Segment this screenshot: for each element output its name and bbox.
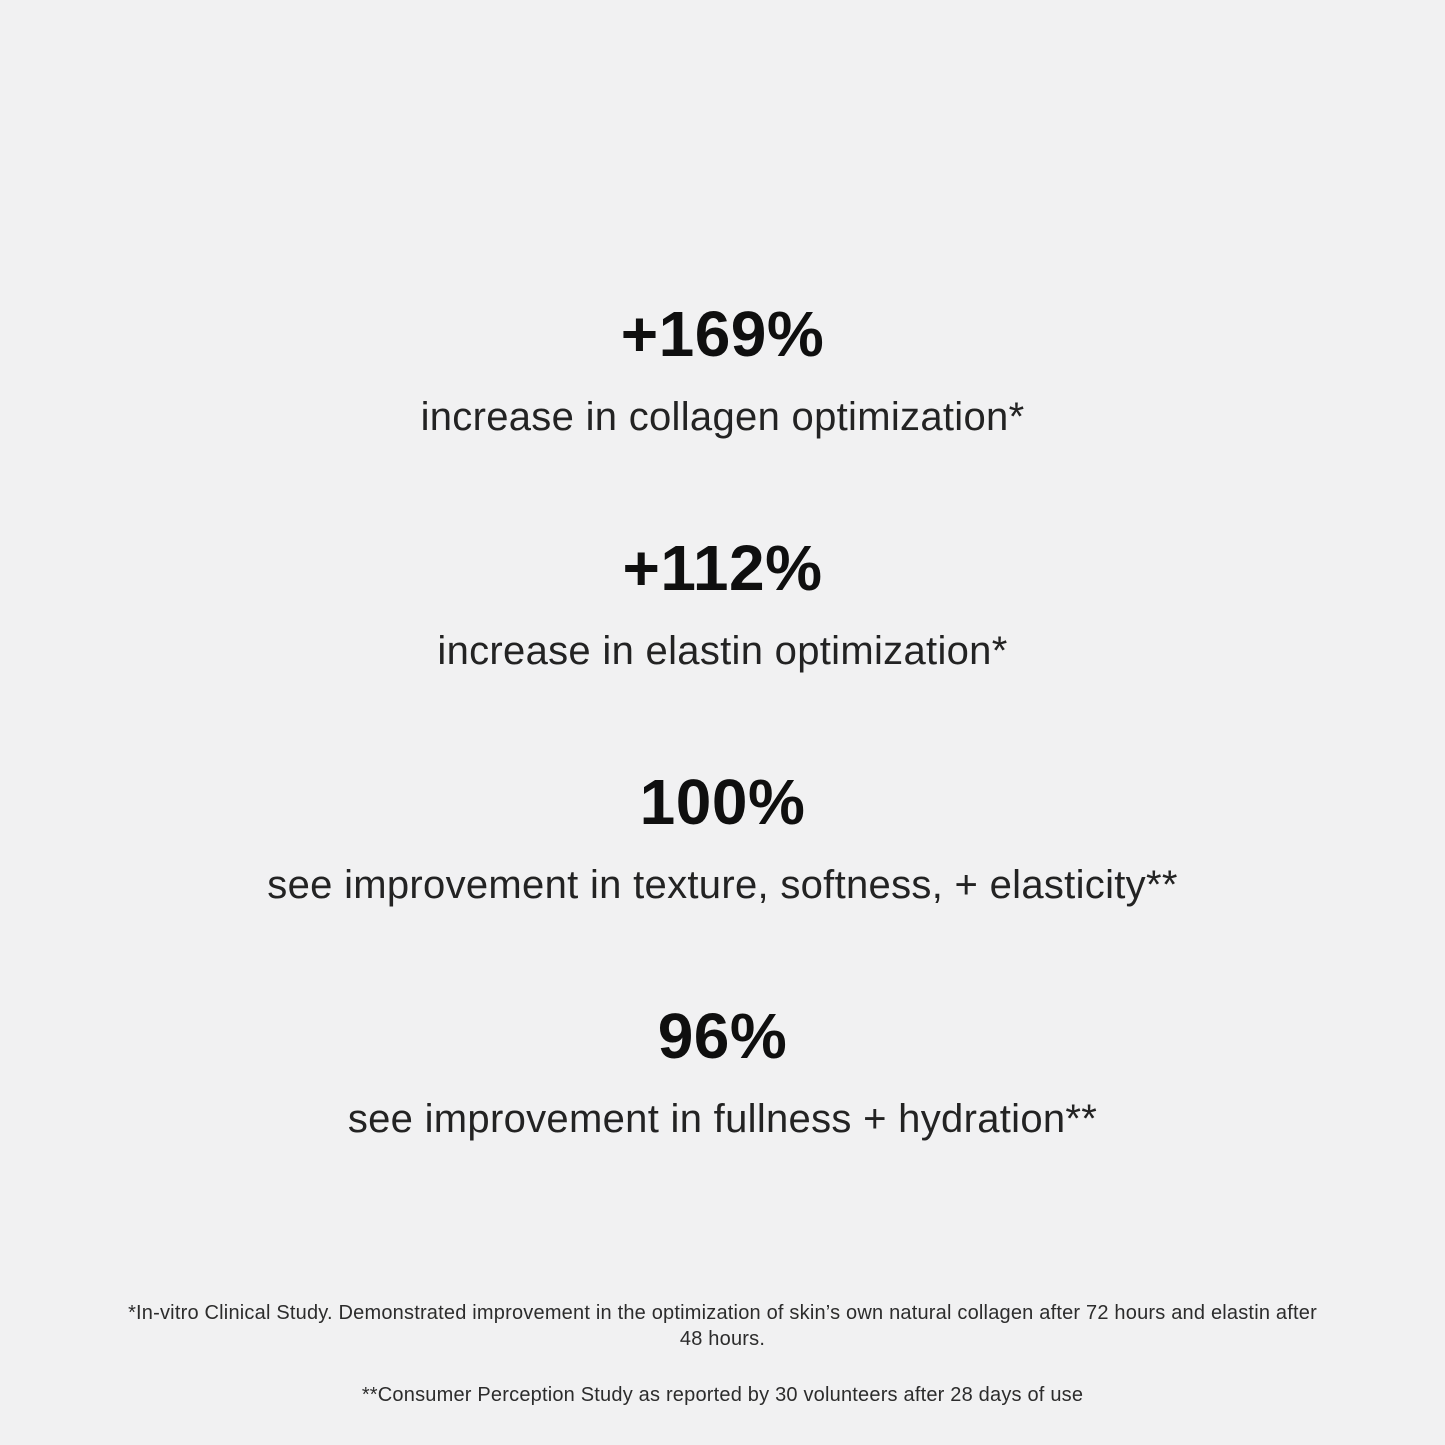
stat-fullness-value: 96% <box>657 1000 788 1072</box>
stat-elastin <box>123 532 1323 674</box>
stat-elastin-value: +112% <box>622 532 823 604</box>
stat-texture-value: 100% <box>639 766 806 838</box>
stat-texture-label: see improvement in texture, softness, + elasticity** <box>267 863 1178 907</box>
stat-collagen <box>123 298 1323 440</box>
stat-elastin-label: increase in elastin optimization* <box>437 629 1008 673</box>
stat-collagen-value: +169% <box>620 298 825 370</box>
footnote-invitro-study: *In-vitro Clinical Study. Demonstrated improvement in the optimization of skin’s own natural collagen after 72 hours and elastin after 48 hours. <box>128 1302 1317 1350</box>
stat-fullness <box>123 1000 1323 1142</box>
stat-collagen-label: increase in collagen optimization* <box>420 395 1025 439</box>
stat-fullness-label: see improvement in fullness + hydration** <box>347 1097 1098 1141</box>
footnote-consumer-study: **Consumer Perception Study as reported by 30 volunteers after 28 days of use <box>361 1384 1084 1406</box>
stat-texture <box>123 766 1323 908</box>
footnotes-section <box>0 1300 1445 1408</box>
